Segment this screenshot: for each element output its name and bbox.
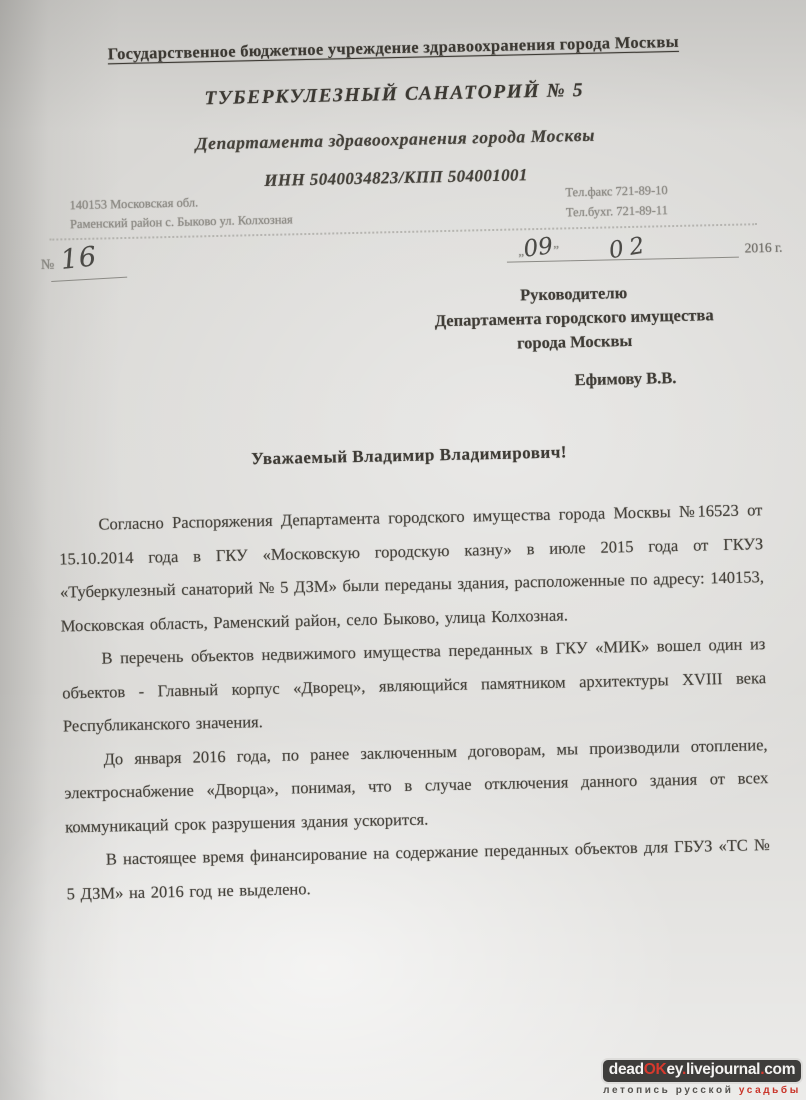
watermark-badge xyxy=(601,1058,803,1084)
date-month-segment xyxy=(570,231,689,265)
date-day-segment xyxy=(506,234,571,262)
watermark-seg-com: com xyxy=(764,1061,796,1079)
letter-body xyxy=(58,493,771,910)
phone-fax-line: Тел.факс 721-89-10 xyxy=(565,183,668,200)
addressee-role: Руководителю xyxy=(519,283,628,305)
watermark-seg-dot1: . xyxy=(681,1061,686,1079)
addressee-name: Ефимову В.В. xyxy=(574,368,677,390)
body-paragraph-4: В настоящее время финансирование на содержание переданных объектов для ГБУЗ «ТС № 5 ДЗМ» на 2016 год не выделено. xyxy=(66,835,770,903)
watermark-seg-dead: dead xyxy=(608,1061,644,1079)
doc-number-handwritten: 16 xyxy=(59,241,99,276)
doc-number-underline xyxy=(51,277,127,282)
postal-address-line-2: Раменский район с. Быково ул. Колхозная xyxy=(69,212,293,232)
watermark-slogan-right: усадьбы xyxy=(738,1085,801,1096)
date-block xyxy=(506,230,782,263)
date-open-quote: „ xyxy=(518,243,525,259)
postal-address-line-1: 140153 Московская обл. xyxy=(69,195,199,213)
watermark-seg-ok: OK xyxy=(643,1061,667,1079)
org-name-line: Государственное бюджетное учреждение здравоохранения города Москвы xyxy=(107,31,679,64)
body-paragraph-1: Согласно Распоряжения Департамента городского имущества города Москвы №16523 от 15.10.2014 года в ГКУ «Московскую городскую казну» в июле 2015 года от ГКУЗ «Туберкулезный санаторий № 5 ДЗМ» были переданы здания, расположенные по адресу: 140153, Московская область, Раменский район, село Быково, улица Колхозная. xyxy=(59,500,765,635)
doc-number-sign: № xyxy=(40,257,55,273)
watermark-seg-ey: ey xyxy=(666,1061,682,1079)
sanatorium-title: ТУБЕРКУЛЕЗНЫЙ САНАТОРИЙ № 5 xyxy=(204,79,585,110)
date-day-handwritten: 09 xyxy=(522,233,555,263)
salutation-line: Уважаемый Владимир Владимирович! xyxy=(251,442,568,469)
date-close-quote: ” xyxy=(553,242,560,258)
watermark-seg-livejournal: livejournal xyxy=(685,1061,761,1079)
body-paragraph-2: В перечень объектов недвижимого имущества переданных в ГКУ «МИК» вошел один из объектов - Главный корпус «Дворец», являющийся памятником архитектуры XVIII века Республиканского значения. xyxy=(62,634,767,736)
watermark-block xyxy=(600,1058,804,1096)
watermark-seg-dot2: . xyxy=(760,1061,765,1079)
department-subtitle: Департамента здравоохранения города Москвы xyxy=(195,124,596,154)
watermark-slogan-left: летопись русской xyxy=(603,1085,734,1096)
date-month-handwritten: 02 xyxy=(607,231,653,265)
addressee-block xyxy=(387,278,760,358)
date-year-label: 2016 г. xyxy=(744,239,783,256)
addressee-city: города Москвы xyxy=(516,330,633,353)
postal-address-block xyxy=(69,191,293,234)
body-paragraph-3: До января 2016 года, по ранее заключенным договорам, мы производили отопление, электроснабжение «Дворца», понимая, что в случае отключения данного здания от всех коммуникаций срок разрушения здания ускорится. xyxy=(64,734,769,836)
addressee-department: Департамента городского имущества xyxy=(434,305,714,331)
phone-accounting-line: Тел.бухг. 721-89-11 xyxy=(565,203,669,220)
phones-block xyxy=(565,180,668,222)
watermark-slogan xyxy=(600,1085,804,1096)
inn-kpp-line: ИНН 5040034823/КПП 504001001 xyxy=(264,165,529,190)
date-blank-segment xyxy=(689,257,739,259)
